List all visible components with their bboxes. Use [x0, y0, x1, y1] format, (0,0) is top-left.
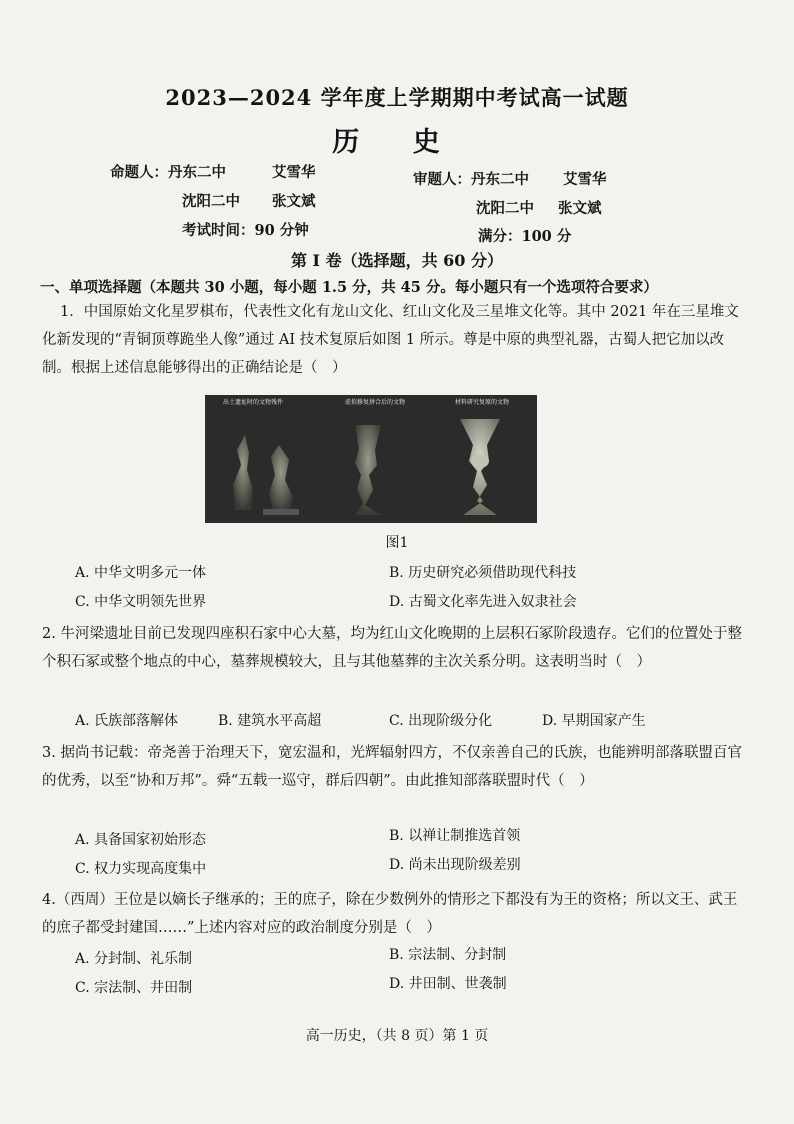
- reviewer-label: 审题人：丹东二中: [413, 171, 529, 188]
- full-score: 满分：100 分: [478, 228, 572, 245]
- q3-option-d: D. 尚未出现阶级差别: [389, 857, 521, 873]
- subject-title: 历 史: [332, 127, 462, 158]
- question-2-text: 2. 牛河梁遗址目前已发现四座积石家中心大墓，均为红山文化晚期的上层积石冢阶段遗存。它们的位置处于整个积石冢或整个地点的中心，墓葬规模较大，且与其他墓葬的主次关系分明。这表明当时（ ）: [42, 626, 742, 670]
- figure-caption-left: 出土遗址时的文物残件: [223, 399, 284, 406]
- figure-caption-mid: 虚拟修复拼合后的文物: [345, 399, 406, 406]
- reviewer-name-1: 艾雪华: [563, 171, 607, 188]
- figure-caption-right: 材料研究复原的文物: [455, 399, 510, 406]
- setter-school-2: 沈阳二中: [182, 193, 240, 210]
- setter-label: 命题人：丹东二中: [110, 164, 226, 181]
- q2-option-c: C. 出现阶级分化: [389, 713, 493, 729]
- q4-option-b: B. 宗法制、分封制: [389, 947, 507, 963]
- reviewer-name-2: 张文斌: [558, 200, 602, 217]
- q3-option-a: A. 具备国家初始形态: [75, 832, 207, 848]
- q1-option-b: B. 历史研究必须借助现代科技: [389, 565, 577, 581]
- exam-title: 2023—2024 学年度上学期期中考试高一试题: [165, 85, 629, 110]
- question-3-text: 3. 据尚书记载：帝尧善于治理天下，宽宏温和，光辉辐射四方，不仅亲善自己的氏族，也能辨明部落联盟百官的优秀，以至“协和万邦”。舜“五载一巡守，群后四朝”。由此推知部落联盟时代（ ）: [42, 745, 742, 789]
- q1-option-a: A. 中华文明多元一体: [75, 565, 207, 581]
- q4-option-c: C. 宗法制、井田制: [75, 980, 193, 996]
- q3-option-b: B. 以禅让制推选首领: [389, 828, 521, 844]
- reviewer-school-2: 沈阳二中: [476, 200, 534, 217]
- q1-option-d: D. 古蜀文化率先进入奴隶社会: [389, 594, 577, 610]
- figure-1-image: [205, 395, 537, 523]
- bronze-statue-photos: [205, 405, 537, 523]
- q3-option-c: C. 权力实现高度集中: [75, 861, 207, 877]
- question-1-text: 1．中国原始文化星罗棋布，代表性文化有龙山文化、红山文化及三星堆文化等。其中 2021 年在三星堆文化新发现的“青铜顶尊跪坐人像”通过 AI 技术复原后如图 1 所示。尊是中原的典型礼器，古蜀人把它加以改制。根据上述信息能够得出的正确结论是（ ）: [42, 304, 739, 376]
- question-4-text: 4.（西周）王位是以嫡长子继承的；王的庶子，除在少数例外的情形之下都没有为王的资格；所以文王、武王的庶子都受封建国……”上述内容对应的政治制度分别是（ ）: [42, 892, 738, 936]
- figure-1-label: 图1: [385, 535, 409, 551]
- setter-name-1: 艾雪华: [272, 164, 316, 181]
- q2-option-a: A. 氏族部落解体: [75, 713, 179, 729]
- q4-option-d: D. 井田制、世袭制: [389, 976, 507, 992]
- setter-name-2: 张文斌: [272, 193, 316, 210]
- q4-option-a: A. 分封制、礼乐制: [75, 951, 193, 967]
- part-title: 一、单项选择题（本题共 30 小题，每小题 1.5 分，共 45 分。每小题只有一个选项符合要求）: [40, 279, 658, 296]
- q2-option-b: B. 建筑水平高超: [218, 713, 322, 729]
- section-title: 第 Ⅰ 卷（选择题，共 60 分）: [290, 251, 504, 270]
- q1-option-c: C. 中华文明领先世界: [75, 594, 207, 610]
- q2-option-d: D. 早期国家产生: [542, 713, 646, 729]
- exam-time: 考试时间：90 分钟: [182, 222, 309, 239]
- page-footer: 高一历史，（共 8 页）第 1 页: [305, 1028, 489, 1044]
